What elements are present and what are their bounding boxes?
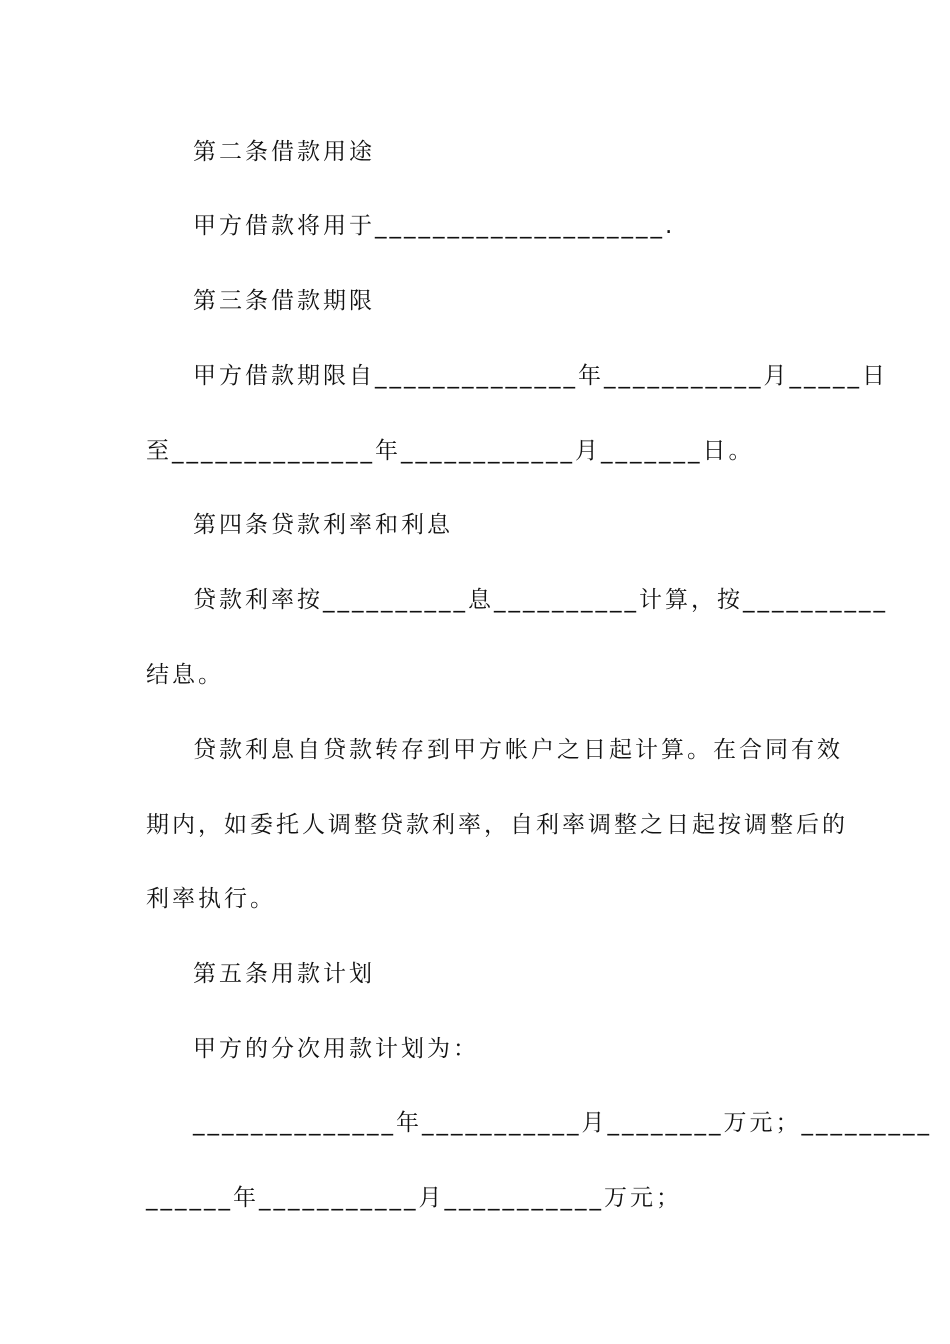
interest-rate-line-2: 结息。: [146, 662, 224, 688]
drawdown-plan-line-2: ______年___________月___________万元；: [146, 1185, 682, 1211]
loan-purpose-line: 甲方借款将用于____________________.: [193, 213, 676, 239]
drawdown-plan-intro: 甲方的分次用款计划为：: [193, 1036, 479, 1062]
article-2-heading: 第二条借款用途: [193, 139, 375, 165]
interest-calc-line-1: 贷款利息自贷款转存到甲方帐户之日起计算。在合同有效: [193, 737, 843, 763]
interest-rate-line-1: 贷款利率按__________息__________计算，按__________: [193, 587, 888, 613]
article-3-heading: 第三条借款期限: [193, 288, 375, 314]
article-5-heading: 第五条用款计划: [193, 961, 375, 987]
loan-term-line-1: 甲方借款期限自______________年___________月_____日: [193, 363, 888, 389]
interest-calc-line-3: 利率执行。: [146, 886, 276, 912]
drawdown-plan-line-1: ______________年___________月________万元；_________: [193, 1110, 932, 1136]
loan-term-line-2: 至______________年____________月_______日。: [146, 438, 755, 464]
article-4-heading: 第四条贷款利率和利息: [193, 512, 453, 538]
interest-calc-line-2: 期内，如委托人调整贷款利率，自利率调整之日起按调整后的: [146, 812, 848, 838]
